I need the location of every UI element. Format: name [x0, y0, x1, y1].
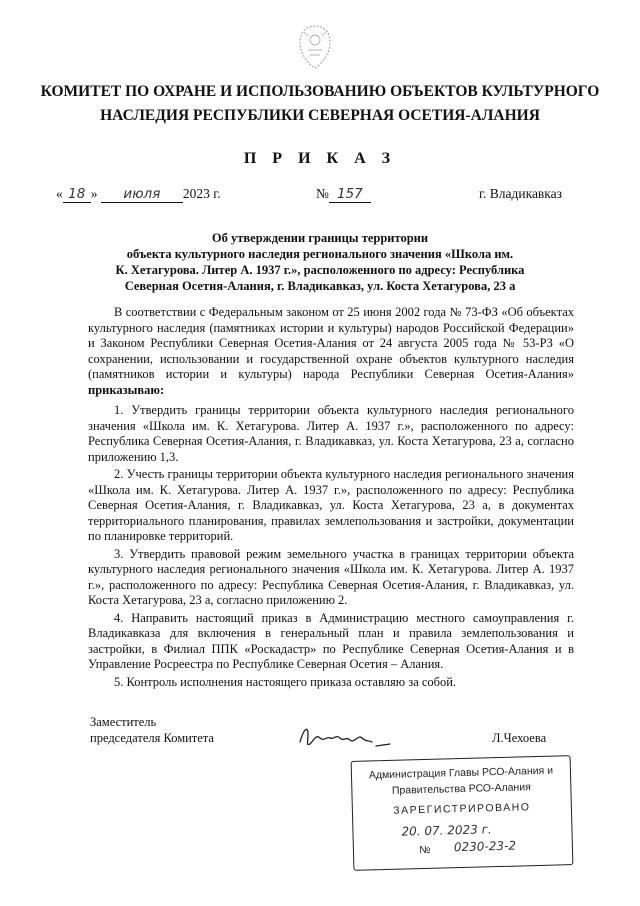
signatory-title-line2: председателя Комитета	[90, 731, 214, 745]
signatory-name: Л.Чехоева	[492, 731, 547, 745]
order-date	[56, 186, 221, 203]
stamp-number-prefix: №	[419, 843, 431, 857]
organization-title	[40, 80, 600, 128]
date-quote-close: »	[90, 186, 98, 201]
order-item-4: 4. Направить настоящий приказ в Администрацию местного самоуправления г. Владикавказа для включения в генеральный план и правила землепользования и застройки, в Филиал ППК «Роскадастр» по Республике Северная Осетия-Алания и в Управление Росреестра по Республике Северная Осетия – Алания.	[88, 610, 574, 671]
stamp-date: 20. 07. 2023 г.	[401, 822, 492, 839]
stamp-line2: Правительства РСО-Алания	[391, 781, 531, 797]
document-type: П Р И К А З	[243, 150, 397, 167]
organization-title-line2: НАСЛЕДИЯ РЕСПУБЛИКИ СЕВЕРНАЯ ОСЕТИЯ-АЛАНИЯ	[100, 107, 540, 124]
order-item-3: 3. Утвердить правовой режим земельного участка в границах территории объекта культурного наследия регионального значения «Школа им. К. Хетагурова. Литер А. 1937 г.», расположенного по адресу: Республика Северная Осетия-Алания, г. Владикавказ, ул. Коста Хетагурова, 23 а, согласно приложению 2.	[88, 546, 574, 607]
coat-of-arms-emblem	[292, 22, 338, 72]
registration-stamp	[351, 755, 574, 871]
organization-title-line1: КОМИТЕТ ПО ОХРАНЕ И ИСПОЛЬЗОВАНИЮ ОБЪЕКТОВ КУЛЬТУРНОГО	[40, 83, 600, 100]
subject-line4: Северная Осетия-Алания, г. Владикавказ, ул. Коста Хетагурова, 23 а	[124, 279, 516, 293]
order-number	[316, 186, 371, 203]
order-body	[88, 305, 574, 692]
order-item-1: 1. Утвердить границы территории объекта культурного наследия регионального значения «Школа им. К. Хетагурова. Литер А. 1937 г.», расположенного по адресу: Республика Северная Осетия-Алания, г. Владикавказ, ул. Коста Хетагурова, 23 а, согласно приложению 1,3.	[88, 403, 574, 464]
order-day: 18	[63, 186, 91, 203]
order-city: г. Владикавказ	[479, 186, 562, 201]
stamp-registered-label: ЗАРЕГИСТРИРОВАНО	[393, 801, 531, 817]
order-number-prefix: №	[316, 186, 329, 201]
date-quote-open: «	[56, 186, 63, 201]
signatory-title	[90, 714, 214, 746]
stamp-line1: Администрация Главы РСО-Алания и	[368, 764, 554, 782]
decree-word: приказываю:	[88, 382, 165, 397]
subject-line1: Об утверждении границы территории	[211, 231, 429, 245]
order-year: 2023 г.	[182, 186, 221, 201]
order-number-value: 157	[329, 186, 371, 203]
order-subject	[80, 230, 560, 294]
order-month: июля	[101, 186, 183, 203]
handwritten-signature	[296, 720, 392, 756]
order-item-2: 2. Учесть границы территории объекта культурного наследия регионального значения «Школа им. К. Хетагурова. Литер А. 1937 г.», расположенного по адресу: Республика Северная Осетия-Алания, г. Владикавказ, ул. Коста Хетагурова, 23 а, в документах территориального планирования, правилах землепользования и застройки, документации по планировке территорий.	[88, 467, 574, 543]
signatory-title-line1: Заместитель	[90, 715, 157, 729]
preamble-paragraph	[88, 305, 574, 398]
order-item-5: 5. Контроль исполнения настоящего приказа оставляю за собой.	[114, 674, 457, 689]
preamble-text: В соответствии с Федеральным законом от 25 июня 2002 года № 73-ФЗ «Об объектах культурного наследия (памятниках истории и культуры) народов Российской Федерации» и Законом Республики Северная Осетия-Алания от 24 августа 2005 года № 53-РЗ «О сохранении, использовании и государственной охране объектов культурного наследия (памятников истории и культуры) народа Республики Северная Осетия-Алания»	[88, 305, 574, 381]
subject-line2: объекта культурного наследия регионального значения «Школа им.	[126, 247, 514, 261]
stamp-number: 0230-23-2	[453, 838, 517, 855]
subject-line3: К. Хетагурова. Литер А. 1937 г.», расположенного по адресу: Республика	[115, 263, 525, 277]
